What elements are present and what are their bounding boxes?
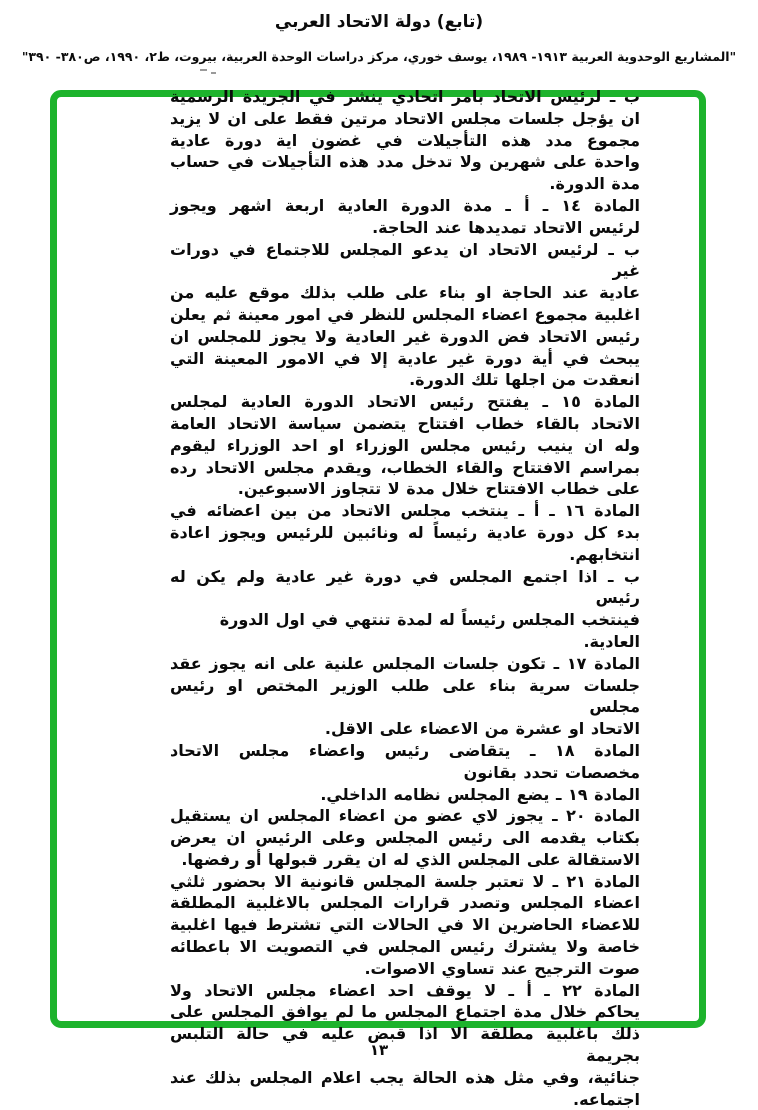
scan-artifact <box>200 69 207 71</box>
text-line: انعقدت من اجلها تلك الدورة. <box>409 370 640 390</box>
page-title: (تابع) دولة الاتحاد العربي <box>274 12 484 32</box>
text-line: الاستقالة على المجلس الذي له ان يقرر قبولها أو رفضها. <box>181 849 640 869</box>
text-line: المادة ٢١ ـ لا تعتبر جلسة المجلس قانونية الا بحضور ثلثي <box>170 871 641 891</box>
text-line: الاتحاد بالقاء خطاب افتتاح يتضمن سياسة الاتحاد العامة <box>170 413 640 433</box>
text-line: المادة ١٩ ـ يضع المجلس نظامه الداخلي. <box>320 784 640 804</box>
text-line: يحاكم خلال مدة اجتماع المجلس ما لم يوافق المجلس على <box>170 1002 640 1022</box>
text-line: خاصة ولا يشترك رئيس المجلس في التصويت الا باعطائه <box>170 937 640 957</box>
text-line: بمراسم الافتتاح والقاء الخطاب، ويقدم مجلس الاتحاد رده <box>170 457 640 477</box>
citation-line: "المشاريع الوحدوية العربية ١٩١٣- ١٩٨٩، يوسف خوري، مركز دراسات الوحدة العربية، بيروت، ط٢، ١٩٩٠، ص٣٨٠- ٣٩٠" <box>21 49 737 64</box>
text-line: فينتخب المجلس رئيساً له لمدة تنتهي في اول الدورة العادية. <box>219 610 640 651</box>
text-line: المادة ١٥ ـ يفتتح رئيس الاتحاد الدورة العادية لمجلس <box>170 392 640 412</box>
text-line: واحدة على شهرين ولا تدخل مدد هذه التأجيلات في حساب <box>170 152 640 172</box>
text-line: المادة ١٨ ـ يتقاضى رئيس واعضاء مجلس الاتحاد <box>170 740 640 760</box>
text-line: عادية عند الحاجة او بناء على طلب بذلك موقع عليه من <box>170 283 640 303</box>
text-line: الاتحاد او عشرة من الاعضاء على الاقل. <box>324 719 640 739</box>
text-line: اجتماعه. <box>573 1089 640 1109</box>
text-line: اغلبية مجموع اعضاء المجلس للنظر في امور معينة ثم يعلن <box>170 304 640 324</box>
text-line: مخصصات تحدد بقانون <box>463 762 640 782</box>
text-line: صوت الترجيح عند تساوي الاصوات. <box>364 958 640 978</box>
text-line: يبحث في أية دورة غير عادية إلا في الامور المعينة التي <box>170 348 640 368</box>
text-line: المادة ١٧ ـ تكون جلسات المجلس علنية على انه يجوز عقد <box>170 653 641 673</box>
text-line: مجموع مدد هذه التأجيلات في غضون اية دورة عادية <box>170 130 640 150</box>
text-line: ان يؤجل جلسات مجلس الاتحاد مرتين فقط على ان لا يزيد <box>170 108 640 128</box>
text-line: انتخابهم. <box>569 544 640 564</box>
text-line: ب ـ اذا اجتمع المجلس في دورة غير عادية ولم يكن له رئيس <box>170 566 640 608</box>
text-line: وله ان ينيب رئيس مجلس الوزراء او احد الوزراء ليقوم <box>170 435 640 455</box>
text-line: بكتاب يقدمه الى رئيس المجلس وعلى الرئيس ان يعرض <box>170 828 640 848</box>
text-line: على خطاب الافتتاح خلال مدة لا تتجاوز الاسبوعين. <box>237 479 640 499</box>
text-line: اعضاء المجلس وتصدر قرارات المجلس بالاغلبية المطلقة <box>170 893 640 913</box>
page-number: ١٣ <box>369 1041 389 1059</box>
text-line: ب ـ لرئيس الاتحاد ان يدعو المجلس للاجتماع في دورات غير <box>170 239 640 281</box>
text-line: للاعضاء الحاضرين الا في الحالات التي تشترط فيها اغلبية <box>170 915 640 935</box>
text-line: المادة ١٤ ـ أ ـ مدة الدورة العادية اربعة اشهر ويجوز <box>170 195 640 215</box>
text-line: ب ـ لرئيس الاتحاد بامر اتحادي ينشر في الجريدة الرسمية <box>170 87 640 106</box>
text-line: المادة ٢٢ ـ أ ـ لا يوقف احد اعضاء مجلس الاتحاد ولا <box>170 980 641 1000</box>
text-line: المادة ١٦ ـ أ ـ ينتخب مجلس الاتحاد من بين اعضائه في <box>170 501 641 521</box>
text-line: رئيس الاتحاد فض الدورة غير العادية ولا يجوز للمجلس ان <box>170 326 640 346</box>
body-text <box>170 86 640 1110</box>
text-line: ذلك باغلبية مطلقة الا اذا قبض عليه في حالة التلبس بجريمة <box>170 1024 640 1066</box>
scan-artifact <box>211 72 216 74</box>
text-line: بدء كل دورة عادية رئيساً له ونائبين للرئيس ويجوز اعادة <box>170 522 640 542</box>
text-line: جنائية، وفي مثل هذه الحالة يجب اعلام المجلس بذلك عند <box>170 1067 640 1087</box>
text-line: مدة الدورة. <box>549 174 640 194</box>
text-line: المادة ٢٠ ـ يجوز لاي عضو من اعضاء المجلس ان يستقيل <box>170 806 641 826</box>
text-line: جلسات سرية بناء على طلب الوزير المختص او رئيس مجلس <box>170 675 640 717</box>
text-line: لرئيس الاتحاد تمديدها عند الحاجة. <box>372 217 640 237</box>
